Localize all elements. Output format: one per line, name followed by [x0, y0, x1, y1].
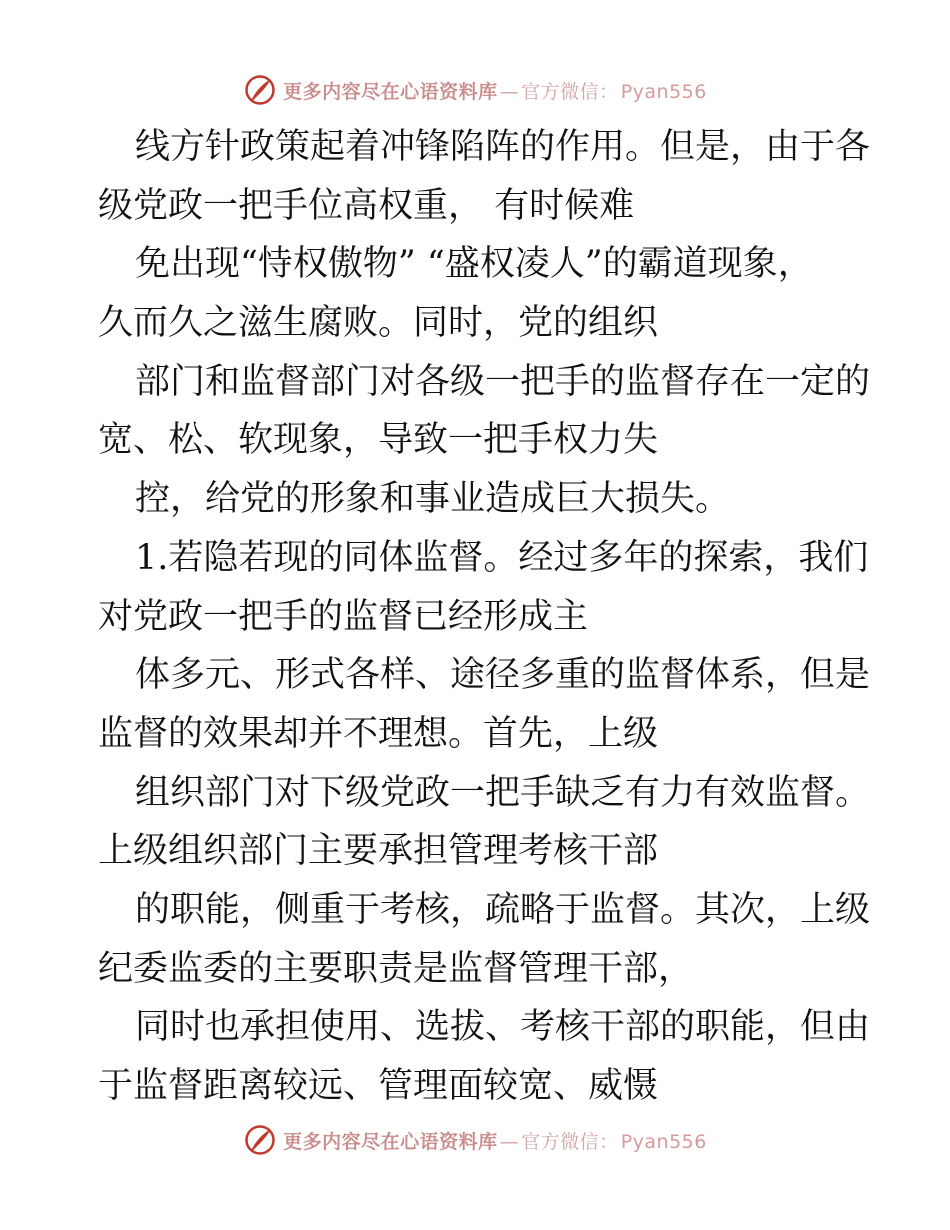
header-banner-main-text: 更多内容尽在心语资料库: [283, 80, 498, 103]
quill-pen-logo-icon: [243, 1123, 277, 1157]
quill-pen-logo-icon: [243, 73, 277, 107]
text-line: 监督的效果却并不理想。首先，上级: [98, 713, 659, 754]
footer-banner-wechat-id: Pyan556: [620, 1130, 707, 1153]
text-line: 的职能，侧重于考核，疏略于监督。其次，上级: [135, 889, 871, 930]
text-line: 于监督距离较远、管理面较宽、威慑: [98, 1066, 659, 1106]
header-banner-separator: —: [499, 80, 520, 103]
text-line: 同时也承担使用、选拔、考核干部的职能，但由: [135, 1007, 871, 1048]
text-line: 久而久之滋生腐败。同时，党的组织: [98, 303, 659, 344]
text-line: 上级组织部门主要承担管理考核干部: [98, 831, 659, 872]
footer-banner-separator: —: [499, 1130, 520, 1153]
text-line: 体多元、形式各样、途径多重的监督体系，但是: [135, 655, 871, 696]
header-banner-wechat-id: Pyan556: [620, 80, 707, 103]
text-line: 控，给党的形象和事业造成巨大损失。: [135, 479, 731, 520]
text-line: 组织部门对下级党政一把手缺乏有力有效监督。: [135, 772, 871, 813]
text-line: 线方针政策起着冲锋陷阵的作用。但是，由于各: [135, 127, 871, 167]
document-body: [98, 118, 871, 1116]
header-banner-text: [283, 77, 707, 104]
footer-banner: [0, 1120, 950, 1160]
header-banner: [0, 70, 950, 110]
text-line: 纪委监委的主要职责是监督管理干部，: [98, 948, 694, 989]
text-line: 免出现“恃权傲物” “盛权凌人”的霸道现象，: [135, 244, 813, 285]
text-line: 宽、松、软现象，导致一把手权力失: [98, 420, 659, 461]
footer-banner-wechat-label: 官方微信：: [521, 1130, 619, 1153]
header-banner-wechat-label: 官方微信：: [521, 80, 619, 103]
text-line: 对党政一把手的监督已经形成主: [98, 596, 589, 637]
text-line: 部门和监督部门对各级一把手的监督存在一定的: [135, 361, 871, 402]
footer-banner-text: [283, 1127, 707, 1154]
text-line: 级党政一把手位高权重， 有时候难: [98, 185, 635, 226]
text-line: 1.若隐若现的同体监督。经过多年的探索，我们: [135, 537, 869, 578]
footer-banner-main-text: 更多内容尽在心语资料库: [283, 1130, 498, 1153]
